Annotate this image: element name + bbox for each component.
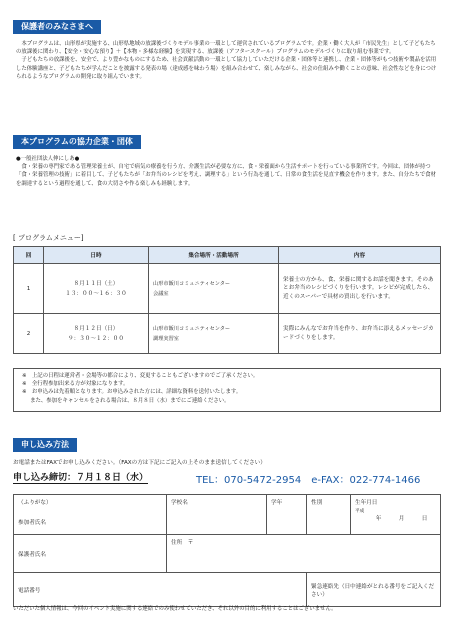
grade-field[interactable] — [267, 495, 307, 535]
phone-field[interactable] — [14, 573, 307, 607]
row-content: 実際にみんなでお弁当を作り、お弁当に添えるメッセージカードづくりをします。 — [279, 314, 441, 354]
phone-label: 電話番号 — [18, 587, 41, 594]
program-menu-table — [13, 246, 441, 354]
row-number: 1 — [14, 264, 44, 314]
intro-text — [16, 40, 441, 81]
application-form — [13, 494, 441, 607]
participant-name-field[interactable] — [14, 495, 167, 535]
furigana-label: （ふりがな） — [18, 500, 52, 506]
intro-paragraph-2: 子どもたちの放課後を、安全で、より豊かなものにするため、社会貢献活動の一環として協力していただける企業・団体等と連携し、企業・団体等がもつ技術や製品を活用した体験講座と、子どもたちが学んだことを披露する発表の場（達成感を味わう場）を組み合わせて、楽しみながら、社会の仕組みや働くことの意味、社会性などを身につけられるようなプログラムの開発に取り組んでいます。 — [16, 57, 437, 80]
row-place-facility: 山形市飯川コミュニティセンター — [153, 325, 231, 332]
grade-label: 学年 — [271, 500, 283, 506]
row-datetime — [44, 314, 149, 354]
note-item: また、参加をキャンセルをされる場合は、８月８日（水）までにご連絡ください。 — [30, 397, 230, 404]
row-datetime — [44, 264, 149, 314]
form-row-participant — [14, 495, 441, 535]
menu-title: [ プログラムメニュー] — [13, 234, 84, 242]
section-heading-parents: 保護者のみなさまへ — [13, 20, 101, 34]
address-field[interactable] — [167, 535, 441, 573]
partner-text — [16, 155, 441, 188]
section-heading-partner: 本プログラムの協力企業・団体 — [13, 135, 141, 149]
form-row-phone — [14, 573, 441, 607]
application-deadline: 申し込み締切：７月１８日（水） — [13, 470, 148, 484]
emergency-contact-field[interactable] — [307, 573, 441, 607]
guardian-name-field[interactable] — [14, 535, 167, 573]
guardian-name-label: 保護者氏名 — [18, 551, 46, 558]
form-row-guardian — [14, 535, 441, 573]
school-name-label: 学校名 — [171, 500, 188, 506]
partner-org-name: ●一般社団法人伸にしあ● — [16, 156, 80, 162]
note-item: ※ 全行程参加出来る方が対象になります。 — [22, 381, 129, 388]
contact-numbers: TEL：070-5472-2954 e-FAX：022-774-1466 — [196, 475, 421, 486]
emergency-contact-label: 緊急連絡先（日中連絡がとれる番号をご記入ください） — [311, 583, 435, 598]
row-time: ９：３０〜１２：００ — [68, 335, 124, 342]
gender-field[interactable] — [307, 495, 351, 535]
note-item: ※ お申込みは先着順となります。お申込みされた方には、詳細な資料を送付いたします。 — [22, 389, 242, 396]
table-row — [14, 314, 441, 354]
birthdate-parts — [355, 514, 436, 522]
row-place-room: 会議室 — [153, 290, 169, 297]
table-header-row — [14, 247, 441, 264]
col-header-place: 集合場所・活動場所 — [149, 247, 279, 264]
row-number: 2 — [14, 314, 44, 354]
table-row — [14, 264, 441, 314]
month-label: 月 — [398, 516, 405, 522]
row-place-room: 調理実習室 — [153, 335, 179, 342]
gender-label: 性別 — [311, 500, 323, 506]
row-place — [149, 264, 279, 314]
row-place-facility: 山形市飯川コミュニティセンター — [153, 280, 231, 287]
col-header-no: 回 — [14, 247, 44, 264]
year-label: 年 — [375, 516, 382, 522]
privacy-notice: いただいた個人情報は、今回のイベント実施に関する連絡でのみ使わせていただき、それ以外の目的に利用することはございません。 — [13, 606, 337, 612]
row-date: ８月１１日（土） — [73, 280, 119, 287]
intro-paragraph-1: 本プログラムは、山形県が実施する、山形県地域の放課後づくりモデル事業の一環として運営されているプログラムです。企業・働く大人が「市民先生」として子どもたちの放課後に関わり、【安全・安心な預り】＋【本物・多様な経験】を実現する、放課後（アフタースクール）プログラムのモデルづくりに取り組む事業です。 — [16, 41, 436, 56]
address-label: 住所 〒 — [171, 540, 194, 546]
section-heading-apply: 申し込み方法 — [13, 438, 77, 452]
row-content: 栄養士の方から、食、栄養に関するお話を聞きます。そのあとお弁当のレシピづくりを行います。レシピが完成したら、近くのスーパーで具材の買出しを行います。 — [279, 264, 441, 314]
partner-paragraph: 食・栄養の専門家である管理栄養士が、自宅で病気の療養を行う方、介護生活が必要な方に、食・栄養面から生活サポートを行っている事業所です。今回は、団体が持つ「食・栄養管理の技術」に着目して、子どもたちが「お弁当のレシピを考え、調理する」という行為を通して、日常の食生活を見直す機会を作ります。また、自分たちで食材を調達するという過程を通して、食の大切さや作る楽しみも経験します。 — [16, 164, 436, 187]
school-name-field[interactable] — [167, 495, 267, 535]
row-place — [149, 314, 279, 354]
col-header-content: 内容 — [279, 247, 441, 264]
note-item: ※ 上記の日程は運営者・会場等の都合により、変更することもございますのでご了承ください。 — [22, 373, 259, 379]
participant-name-label: 参加者氏名 — [18, 520, 46, 526]
birthdate-label: 生年月日 — [355, 500, 378, 506]
apply-instructions: お電話またはFAXでお申し込みください。（FAXの方は下記にご記入の上そのまま送信してください） — [13, 460, 266, 466]
notes-box — [13, 368, 441, 412]
col-header-datetime: 日時 — [44, 247, 149, 264]
birthdate-field[interactable] — [351, 495, 441, 535]
row-time: １３：００〜１６：３０ — [65, 290, 127, 297]
era-label: 平成 — [355, 509, 365, 514]
row-date: ８月１２日（日） — [73, 325, 119, 332]
day-label: 日 — [421, 516, 428, 522]
